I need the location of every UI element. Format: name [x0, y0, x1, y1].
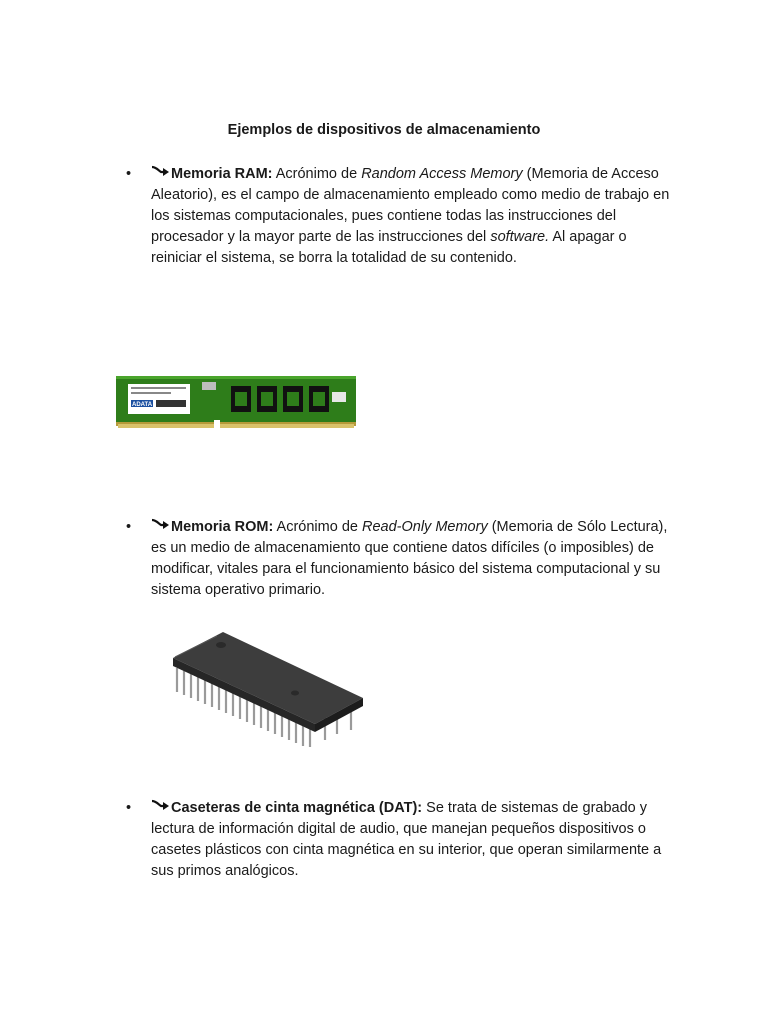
item-text — [151, 164, 671, 269]
page-title: Ejemplos de dispositivos de almacenamiento — [227, 122, 541, 138]
hooked-arrow-icon — [151, 165, 171, 179]
list-item-dat — [118, 798, 678, 882]
bullet: • — [126, 800, 132, 816]
ram-brand-label: ADATA — [132, 402, 153, 408]
item-italic: Random Access Memory — [361, 166, 523, 182]
item-text — [151, 517, 671, 601]
hooked-arrow-icon — [151, 799, 171, 813]
list-item-rom — [118, 517, 678, 601]
list-item-ram — [118, 164, 678, 269]
item-text-part: Acrónimo de — [273, 519, 362, 535]
item-term: Memoria RAM: — [171, 166, 273, 182]
item-text-part: Se trata de sistemas de grabado y lectura de información digital de audio, que manejan pequeños dispositivos o casetes plásticos con cinta magnética en su interior, que operan similarmente a sus primos analógicos. — [151, 800, 662, 879]
item-term: Memoria ROM: — [171, 519, 274, 535]
item-text-part: (Memoria de Sólo Lectura), es un medio de almacenamiento que contiene datos difíciles (o imposibles) de modificar, vitales para el funcionamiento básico del sistema computacional y su sistema operativo primario. — [151, 519, 668, 598]
bullet: • — [126, 519, 132, 535]
bullet: • — [126, 166, 132, 182]
item-italic: software. — [490, 229, 550, 245]
item-text — [151, 798, 671, 882]
ram-module-image — [114, 372, 360, 434]
item-term: Caseteras de cinta magnética (DAT): — [171, 800, 423, 816]
item-text-part: Acrónimo de — [272, 166, 362, 182]
item-italic: Read-Only Memory — [362, 519, 488, 535]
item-text-part: Al apagar o reiniciar el sistema, se borra la totalidad de su contenido. — [151, 229, 627, 266]
rom-chip-image — [165, 628, 370, 756]
hooked-arrow-icon — [151, 518, 171, 532]
item-text-part: (Memoria de Acceso Aleatorio), es el campo de almacenamiento empleado como medio de trabajo en los sistemas computacionales, pues contiene todas las instrucciones del procesador y la mayor parte de las instrucciones del — [151, 166, 670, 245]
